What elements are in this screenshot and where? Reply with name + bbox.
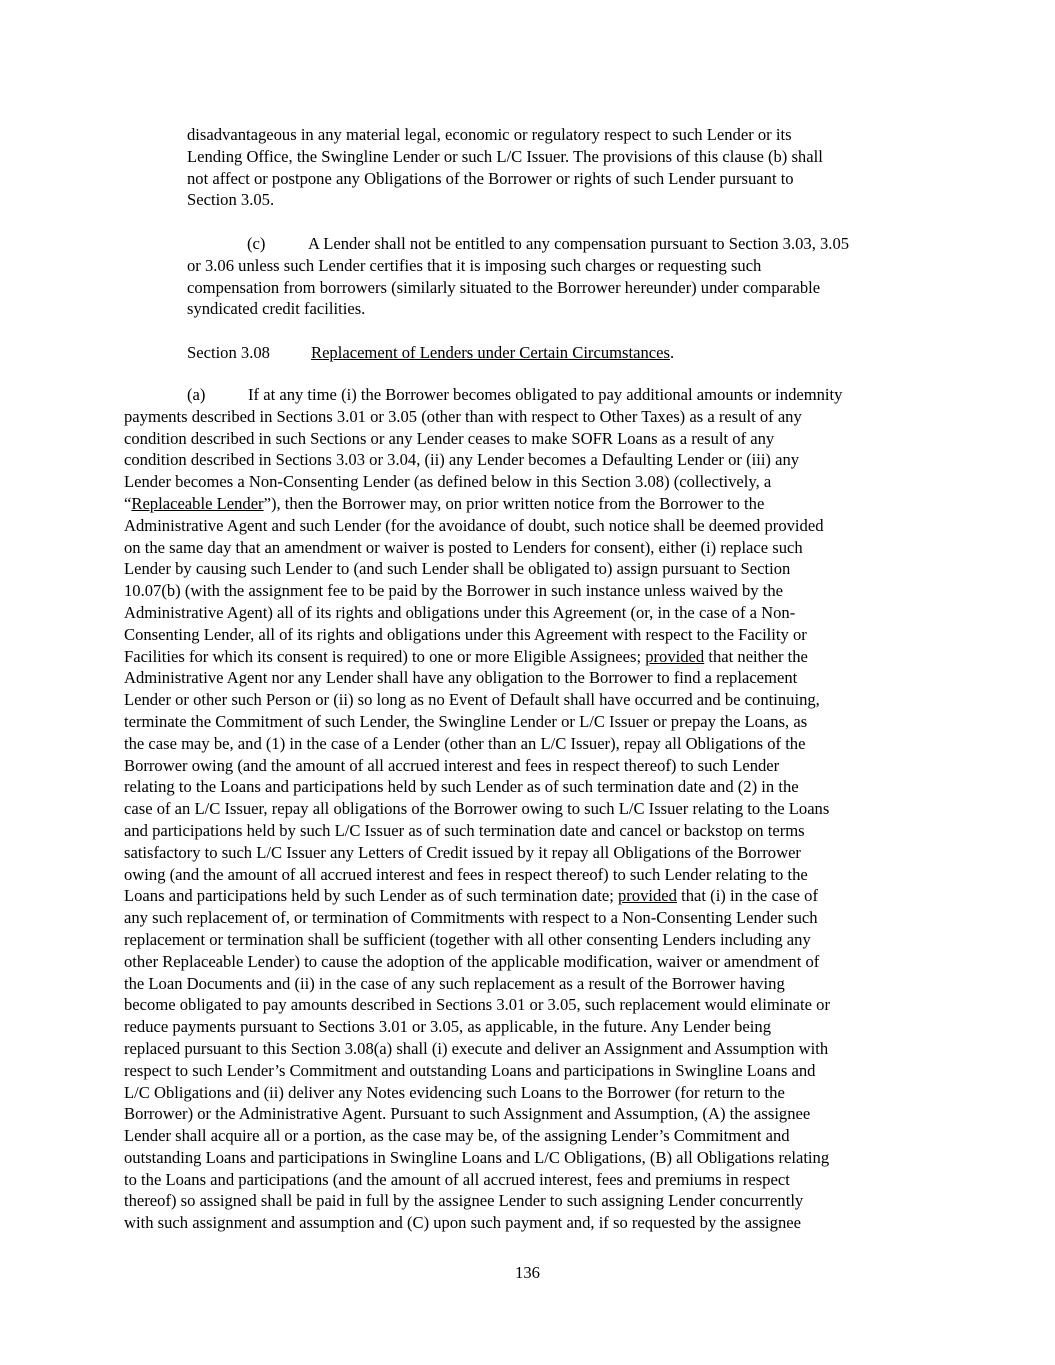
text-line: become obligated to pay amounts described in Sections 3.01 or 3.05, such replacement would eliminate or	[124, 995, 830, 1015]
section-title: Replacement of Lenders under Certain Circumstances	[311, 343, 670, 362]
text-line: disadvantageous in any material legal, economic or regulatory respect to such Lender or its	[187, 125, 792, 144]
text-line: terminate the Commitment of such Lender, the Swingline Lender or L/C Issuer or prepay the Loans, as	[124, 711, 808, 731]
text-line: with such assignment and assumption and (C) upon such payment and, if so requested by the assignee	[124, 1213, 801, 1233]
text-line: respect to such Lender’s Commitment and outstanding Loans and participations in Swingline Loans and	[124, 1060, 816, 1080]
section-number: Section 3.08	[187, 343, 270, 362]
text-line: condition described in such Sections or any Lender ceases to make SOFR Loans as a result of any	[124, 428, 775, 448]
text-line: Administrative Agent) all of its rights and obligations under this Agreement (or, in the case of a Non-	[124, 602, 796, 622]
text-line: relating to the Loans and participations held by such Lender as of such termination date and (2) in the	[124, 777, 799, 797]
text-line: Lender shall acquire all or a portion, as the case may be, of the assigning Lender’s Commitment and	[124, 1126, 790, 1146]
paragraph-a-label: (a)	[187, 385, 206, 404]
text-line: reduce payments pursuant to Sections 3.01 or 3.05, as applicable, in the future. Any Lender being	[124, 1017, 771, 1037]
text-line: Lender by causing such Lender to (and such Lender shall be obligated to) assign pursuant to Section	[124, 559, 791, 579]
text-line: not affect or postpone any Obligations of the Borrower or rights of such Lender pursuant to	[187, 168, 794, 188]
text-line: outstanding Loans and participations in Swingline Loans and L/C Obligations, (B) all Obligations relating	[124, 1147, 830, 1167]
text-line: Lender becomes a Non-Consenting Lender (as defined below in this Section 3.08) (collectively, a	[124, 472, 772, 492]
paragraph-b-continuation	[187, 124, 823, 211]
text-line: Facilities for which its consent is required) to one or more Eligible Assignees; provided that neither the	[124, 646, 808, 666]
text-line: L/C Obligations and (ii) deliver any Notes evidencing such Loans to the Borrower (for return to the	[124, 1082, 785, 1102]
text-line: Consenting Lender, all of its rights and obligations under this Agreement with respect to the Facility or	[124, 624, 807, 644]
proviso-term: provided	[645, 646, 705, 666]
text-line: replacement or termination shall be sufficient (together with all other consenting Lenders including any	[124, 929, 811, 949]
text-line: payments described in Sections 3.01 or 3.05 (other than with respect to Other Taxes) as a result of any	[124, 406, 802, 426]
text-line: condition described in Sections 3.03 or 3.04, (ii) any Lender becomes a Defaulting Lender or (iii) any	[124, 450, 800, 470]
proviso-term: provided	[617, 886, 677, 906]
text-line: on the same day that an amendment or waiver is posted to Lenders for consent), either (i) replace such	[124, 537, 803, 557]
text-line: Section 3.05.	[187, 190, 275, 210]
text-line: “Replaceable Lender”), then the Borrower may, on prior written notice from the Borrower to the	[124, 493, 765, 513]
text-line: syndicated credit facilities.	[187, 299, 366, 319]
text-line: or 3.06 unless such Lender certifies that it is imposing such charges or requesting such	[187, 255, 762, 275]
text-line: Loans and participations held by such Lender as of such termination date; provided that (i) in the case of	[124, 886, 818, 906]
section-heading	[187, 342, 674, 364]
paragraph-c	[187, 233, 849, 320]
text-line: Lender or other such Person or (ii) so long as no Event of Default shall have occurred and be continuing,	[124, 690, 820, 710]
text-line: to the Loans and participations (and the amount of all accrued interest, fees and premiums in respect	[124, 1169, 790, 1189]
text-line: case of an L/C Issuer, repay all obligations of the Borrower owing to such L/C Issuer relating to the Loans	[124, 799, 830, 819]
text-line: Lending Office, the Swingline Lender or such L/C Issuer. The provisions of this clause (b) shall	[187, 146, 823, 166]
text-line: and participations held by such L/C Issuer as of such termination date and cancel or backstop on terms	[124, 820, 805, 840]
section-title-period: .	[669, 343, 675, 362]
paragraph-a-first-line	[124, 384, 842, 406]
text-line: the Loan Documents and (ii) in the case of any such replacement as a result of the Borrower having	[124, 973, 785, 993]
text-line: satisfactory to such L/C Issuer any Letters of Credit issued by it repay all Obligations of the Borrower	[124, 842, 801, 862]
paragraph-c-first-line	[187, 233, 849, 255]
text-line: replaced pursuant to this Section 3.08(a) shall (i) execute and deliver an Assignment and Assumption with	[124, 1038, 829, 1058]
text-line: Administrative Agent and such Lender (for the avoidance of doubt, such notice shall be deemed provided	[124, 515, 824, 535]
text-line: 10.07(b) (with the assignment fee to be paid by the Borrower in such instance unless waived by the	[124, 581, 783, 601]
text-line: any such replacement of, or termination of Commitments with respect to a Non-Consenting Lender such	[124, 908, 818, 928]
text-line: thereof) so assigned shall be paid in full by the assignee Lender to such assigning Lender concurrently	[124, 1191, 804, 1211]
text-line: owing (and the amount of all accrued interest and fees in respect thereof) to such Lender relating to the	[124, 864, 808, 884]
text-line: If at any time (i) the Borrower becomes obligated to pay additional amounts or indemnity	[248, 385, 843, 404]
text-line: Administrative Agent nor any Lender shall have any obligation to the Borrower to find a replacement	[124, 668, 798, 688]
page-number: 136	[515, 1263, 540, 1282]
text-line: A Lender shall not be entitled to any compensation pursuant to Section 3.03, 3.05	[308, 234, 850, 253]
text-line: the case may be, and (1) in the case of a Lender (other than an L/C Issuer), repay all Obligations of the	[124, 733, 806, 753]
paragraph-a	[124, 384, 842, 1234]
text-line: Borrower owing (and the amount of all accrued interest and fees in respect thereof) to such Lender	[124, 755, 780, 775]
defined-term-replaceable-lender: Replaceable Lender	[131, 493, 264, 513]
text-line: Borrower) or the Administrative Agent. Pursuant to such Assignment and Assumption, (A) the assignee	[124, 1104, 811, 1124]
text-line: compensation from borrowers (similarly situated to the Borrower hereunder) under comparable	[187, 277, 821, 297]
paragraph-c-label: (c)	[247, 234, 266, 253]
text-line: other Replaceable Lender) to cause the adoption of the applicable modification, waiver or amendment of	[124, 951, 820, 971]
